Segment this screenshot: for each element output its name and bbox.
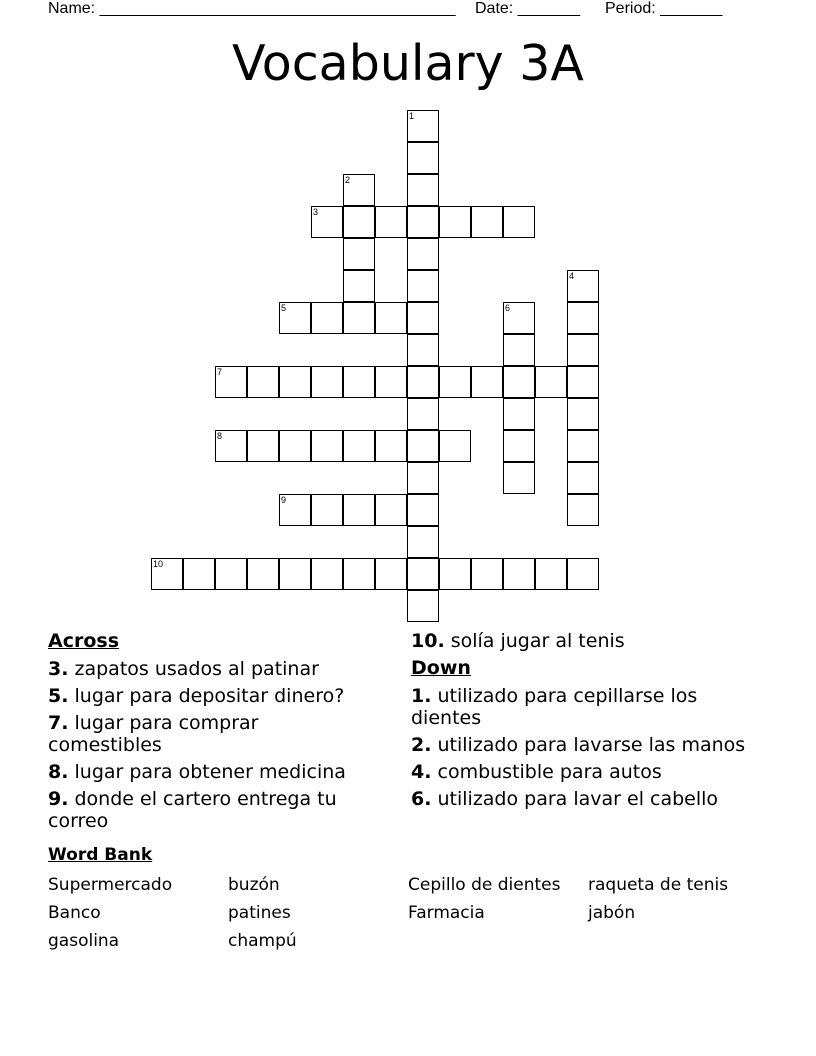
crossword-cell[interactable]: [503, 462, 535, 494]
crossword-cell[interactable]: [567, 558, 599, 590]
crossword-cell[interactable]: [407, 398, 439, 430]
crossword-cell[interactable]: [311, 206, 343, 238]
crossword-cell[interactable]: [375, 430, 407, 462]
crossword-cell[interactable]: [247, 558, 279, 590]
crossword-cell[interactable]: [567, 366, 599, 398]
clue-number-label: 7.: [48, 712, 69, 734]
down-clue: [411, 761, 771, 783]
crossword-cell[interactable]: [503, 302, 535, 334]
crossword-cell[interactable]: [343, 206, 375, 238]
word-bank-word: buzón: [228, 875, 280, 895]
clue-number-label: 5.: [48, 685, 69, 707]
clue-number: 10: [153, 559, 164, 569]
crossword-cell[interactable]: [279, 558, 311, 590]
crossword-cell[interactable]: [311, 558, 343, 590]
crossword-cell[interactable]: [407, 526, 439, 558]
clue-number: 1: [409, 111, 415, 121]
crossword-cell[interactable]: [567, 430, 599, 462]
name-field: Name: ________________________________________: [48, 0, 456, 17]
clue-number-label: 10.: [411, 630, 445, 652]
across-clues: [48, 630, 378, 837]
crossword-cell[interactable]: [247, 366, 279, 398]
crossword-cell[interactable]: [439, 366, 471, 398]
crossword-cell[interactable]: [407, 110, 439, 142]
clue-text: combustible para autos: [431, 761, 662, 783]
crossword-cell[interactable]: [311, 366, 343, 398]
across-clue: [411, 630, 771, 652]
across-clue: [48, 685, 378, 707]
word-bank-word: gasolina: [48, 931, 120, 951]
crossword-cell[interactable]: [311, 494, 343, 526]
clue-text: zapatos usados al patinar: [68, 658, 319, 680]
clue-number-label: 9.: [48, 788, 69, 810]
crossword-cell[interactable]: [567, 302, 599, 334]
crossword-cell[interactable]: [279, 494, 311, 526]
crossword-cell[interactable]: [407, 430, 439, 462]
crossword-cell[interactable]: [439, 430, 471, 462]
word-bank-word: Cepillo de dientes: [408, 875, 561, 895]
crossword-cell[interactable]: [247, 430, 279, 462]
crossword-cell[interactable]: [567, 398, 599, 430]
crossword-cell[interactable]: [311, 430, 343, 462]
crossword-cell[interactable]: [215, 366, 247, 398]
clue-number-label: 1.: [411, 685, 432, 707]
crossword-cell[interactable]: [343, 238, 375, 270]
crossword-cell[interactable]: [311, 302, 343, 334]
word-bank-word: Banco: [48, 903, 101, 923]
clue-number-label: 8.: [48, 761, 69, 783]
across-clue: [48, 788, 378, 832]
crossword-cell[interactable]: [343, 430, 375, 462]
crossword-cell[interactable]: [535, 366, 567, 398]
crossword-cell[interactable]: [503, 430, 535, 462]
crossword-cell[interactable]: [343, 174, 375, 206]
word-bank-word: raqueta de tenis: [588, 875, 729, 895]
crossword-cell[interactable]: [343, 558, 375, 590]
down-heading: Down: [411, 657, 471, 679]
crossword-cell[interactable]: [343, 366, 375, 398]
word-bank-word: jabón: [588, 903, 636, 923]
crossword-cell[interactable]: [279, 302, 311, 334]
crossword-cell[interactable]: [407, 270, 439, 302]
down-clues: [411, 630, 771, 815]
word-bank-word: Farmacia: [408, 903, 485, 923]
crossword-cell[interactable]: [343, 494, 375, 526]
clue-number: 9: [281, 495, 287, 505]
clue-number-label: 4.: [411, 761, 432, 783]
crossword-cell[interactable]: [279, 366, 311, 398]
clue-number-label: 3.: [48, 658, 69, 680]
clue-text: utilizado para lavarse las manos: [431, 734, 746, 756]
crossword-cell[interactable]: [471, 206, 503, 238]
clue-text: utilizado para lavar el cabello: [431, 788, 719, 810]
crossword-cell[interactable]: [375, 302, 407, 334]
crossword-cell[interactable]: [407, 206, 439, 238]
crossword-cell[interactable]: [183, 558, 215, 590]
crossword-cell[interactable]: [567, 462, 599, 494]
crossword-cell[interactable]: [567, 334, 599, 366]
down-clue: [411, 788, 771, 810]
crossword-cell[interactable]: [471, 558, 503, 590]
across-clue: [48, 761, 378, 783]
crossword-cell[interactable]: [279, 430, 311, 462]
clue-number: 8: [217, 431, 223, 441]
clue-number: 7: [217, 367, 223, 377]
word-bank-word: champú: [228, 931, 297, 951]
period-field: Period: _______: [605, 0, 723, 17]
crossword-cell[interactable]: [503, 558, 535, 590]
crossword-cell[interactable]: [407, 238, 439, 270]
clue-number: 2: [345, 175, 351, 185]
crossword-cell[interactable]: [215, 430, 247, 462]
clue-text: lugar para depositar dinero?: [68, 685, 345, 707]
date-field: Date: _______: [475, 0, 580, 17]
across-heading: Across: [48, 630, 120, 652]
crossword-cell[interactable]: [471, 366, 503, 398]
crossword-cell[interactable]: [567, 494, 599, 526]
clue-number: 5: [281, 303, 287, 313]
clue-number-label: 6.: [411, 788, 432, 810]
crossword-cell[interactable]: [375, 494, 407, 526]
down-clue: [411, 685, 771, 729]
clue-text: lugar para comprar comestibles: [48, 712, 259, 756]
crossword-cell[interactable]: [407, 558, 439, 590]
across-clue: [48, 712, 378, 756]
crossword-cell[interactable]: [407, 590, 439, 622]
crossword-cell[interactable]: [503, 206, 535, 238]
clue-text: utilizado para cepillarse los dientes: [411, 685, 698, 729]
crossword-cell[interactable]: [503, 398, 535, 430]
crossword-cell[interactable]: [407, 334, 439, 366]
crossword-cell[interactable]: [503, 334, 535, 366]
crossword-cell[interactable]: [567, 270, 599, 302]
down-clue: [411, 734, 771, 756]
word-bank-title: Word Bank: [48, 845, 153, 865]
clue-number: 4: [569, 271, 575, 281]
clue-text: solía jugar al tenis: [444, 630, 625, 652]
clue-text: lugar para obtener medicina: [68, 761, 346, 783]
clue-number-label: 2.: [411, 734, 432, 756]
word-bank-word: patines: [228, 903, 291, 923]
crossword-cell[interactable]: [215, 558, 247, 590]
crossword-cell[interactable]: [375, 558, 407, 590]
clue-number: 3: [313, 207, 319, 217]
clue-text: donde el cartero entrega tu correo: [48, 788, 337, 832]
crossword-cell[interactable]: [343, 302, 375, 334]
crossword-cell[interactable]: [407, 302, 439, 334]
crossword-cell[interactable]: [407, 462, 439, 494]
across-clue: [48, 658, 378, 680]
crossword-cell[interactable]: [375, 366, 407, 398]
crossword-cell[interactable]: [503, 366, 535, 398]
crossword-cell[interactable]: [151, 558, 183, 590]
crossword-cell[interactable]: [439, 558, 471, 590]
crossword-cell[interactable]: [407, 174, 439, 206]
crossword-cell[interactable]: [439, 206, 471, 238]
clue-number: 6: [505, 303, 511, 313]
word-bank-word: Supermercado: [48, 875, 173, 895]
crossword-cell[interactable]: [407, 494, 439, 526]
crossword-cell[interactable]: [535, 558, 567, 590]
crossword-cell[interactable]: [343, 270, 375, 302]
crossword-cell[interactable]: [407, 366, 439, 398]
crossword-cell[interactable]: [375, 206, 407, 238]
crossword-cell[interactable]: [407, 142, 439, 174]
page-title: Vocabulary 3A: [232, 35, 584, 92]
